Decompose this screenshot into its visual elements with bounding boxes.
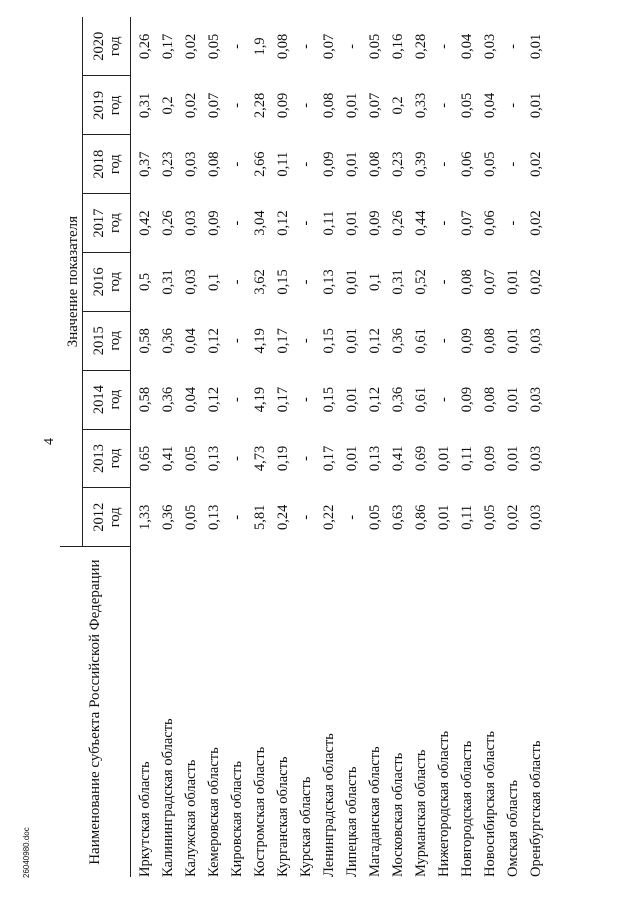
value-cell: 0,39 [413, 151, 429, 177]
value-cell: 0,13 [206, 445, 222, 472]
region-name: Липецкая область [344, 766, 360, 877]
value-cell: - [229, 102, 245, 108]
region-name: Кировская область [229, 760, 245, 877]
table-row [246, 17, 269, 877]
table-row [269, 17, 292, 877]
table-row [453, 17, 476, 877]
year-column-header [83, 135, 131, 194]
value-cell: - [229, 44, 245, 49]
rotated-table-container [60, 17, 575, 877]
table-row [338, 17, 361, 877]
value-cell: - [436, 44, 452, 49]
value-cell: 0,5 [137, 272, 153, 291]
value-cell: 4,73 [252, 445, 268, 472]
value-cell: 0,05 [367, 33, 383, 60]
region-name: Калужская область [183, 759, 199, 877]
document-footer-code: 26040980.doc [22, 827, 31, 878]
value-cell: 0,12 [367, 386, 383, 413]
value-cell: 0,07 [321, 33, 337, 60]
value-cell: 0,31 [160, 269, 176, 295]
value-cell: 0,33 [413, 92, 429, 119]
value-cell: 0,36 [160, 504, 176, 530]
region-name: Магаданская область [367, 746, 383, 877]
value-cell: 0,86 [413, 504, 429, 530]
value-cell: 0,01 [436, 504, 452, 530]
value-cell: 0,08 [459, 269, 475, 295]
value-cell: - [505, 102, 521, 108]
value-cell: 0,01 [344, 445, 360, 472]
value-cell: 0,36 [160, 386, 176, 413]
value-cell: 0,44 [413, 210, 429, 236]
region-name: Мурманская область [413, 749, 429, 877]
table-body [131, 17, 546, 877]
region-name: Костромская область [252, 746, 268, 877]
value-cell: 0,09 [206, 210, 222, 236]
value-cell: 0,01 [505, 269, 521, 295]
value-cell: 0,26 [137, 33, 153, 60]
value-cell: 0,01 [344, 210, 360, 236]
region-name: Оренбургская область [528, 740, 544, 877]
table-row [315, 17, 338, 877]
value-cell: 0,13 [367, 445, 383, 472]
value-cell: 0,28 [413, 33, 429, 60]
value-cell: 0,02 [183, 33, 199, 60]
year-column-header [83, 429, 131, 488]
value-cell: 0,08 [482, 328, 498, 354]
table-row [200, 17, 223, 877]
value-cell: 2,28 [252, 92, 268, 119]
value-cell: 0,07 [482, 269, 498, 295]
value-cell: 0,02 [528, 269, 544, 295]
value-cell: 0,69 [413, 445, 429, 472]
year-unit-label: год [106, 154, 123, 175]
table-row [292, 17, 315, 877]
value-cell: 0,06 [482, 210, 498, 236]
region-name: Омская область [505, 780, 521, 877]
region-column-header: Наименование субъекта Российской Федерации [60, 547, 131, 877]
year-unit-label: год [106, 507, 123, 528]
value-cell: 0,23 [390, 151, 406, 177]
value-cell: - [436, 161, 452, 167]
value-cell: - [505, 44, 521, 49]
year-label: 2019 [90, 90, 107, 120]
value-cell: 0,05 [367, 504, 383, 530]
value-cell: 0,11 [459, 504, 475, 530]
value-cell: - [436, 220, 452, 226]
value-cell: - [298, 514, 314, 520]
value-cell: 0,04 [459, 33, 475, 60]
value-cell: 0,15 [275, 269, 291, 295]
value-cell: 0,52 [413, 269, 429, 295]
value-cell: 0,03 [183, 269, 199, 295]
value-cell: - [344, 514, 360, 520]
value-cell: - [436, 102, 452, 108]
value-cell: 0,36 [390, 328, 406, 354]
value-cell: 1,9 [252, 37, 268, 56]
value-cell: 0,01 [528, 33, 544, 60]
value-cell: 0,41 [390, 445, 406, 472]
value-cell: 0,01 [344, 269, 360, 295]
value-cell: - [229, 514, 245, 520]
table-row [177, 17, 200, 877]
year-column-header [83, 488, 131, 547]
value-cell: 0,03 [528, 328, 544, 354]
value-cell: 0,01 [344, 386, 360, 413]
value-cell: - [298, 397, 314, 403]
value-cell: 0,02 [505, 504, 521, 530]
value-cell: 0,17 [321, 445, 337, 472]
value-cell: - [298, 44, 314, 49]
year-column-header [83, 194, 131, 253]
value-cell: 0,1 [206, 272, 222, 291]
indicator-group-header: Значение показателя [60, 17, 83, 547]
year-unit-label: год [106, 36, 123, 57]
value-cell: 0,01 [505, 386, 521, 413]
value-cell: 0,22 [321, 504, 337, 530]
value-cell: - [229, 338, 245, 344]
table-row [476, 17, 499, 877]
value-cell: 0,08 [321, 92, 337, 119]
value-cell: 0,03 [528, 504, 544, 530]
table-row [131, 17, 155, 877]
value-cell: - [298, 102, 314, 108]
value-cell: - [436, 279, 452, 285]
value-cell: 0,1 [367, 272, 383, 291]
value-cell: 0,09 [482, 445, 498, 472]
value-cell: 0,05 [183, 504, 199, 530]
year-unit-label: год [106, 272, 123, 292]
value-cell: - [229, 279, 245, 285]
value-cell: 0,07 [206, 92, 222, 119]
value-cell: - [436, 397, 452, 403]
year-column-header [83, 311, 131, 370]
value-cell: 4,19 [252, 386, 268, 413]
value-cell: 0,65 [137, 445, 153, 472]
value-cell: 3,04 [252, 210, 268, 236]
value-cell: 2,66 [252, 151, 268, 177]
table-row [430, 17, 453, 877]
value-cell: - [298, 456, 314, 461]
value-cell: - [298, 279, 314, 285]
value-cell: 0,26 [390, 210, 406, 236]
value-cell: 0,05 [482, 504, 498, 530]
year-unit-label: год [106, 95, 123, 116]
year-unit-label: год [106, 213, 123, 233]
table-row [361, 17, 384, 877]
value-cell: 0,07 [367, 92, 383, 119]
table-header [60, 17, 131, 877]
value-cell: - [298, 338, 314, 344]
value-cell: 0,03 [528, 445, 544, 472]
value-cell: 0,09 [367, 210, 383, 236]
region-name: Ленинградская область [321, 733, 337, 877]
year-column-header [83, 252, 131, 311]
value-cell: 0,12 [206, 328, 222, 354]
value-cell: 0,61 [413, 328, 429, 354]
value-cell: - [505, 220, 521, 226]
value-cell: 0,15 [321, 328, 337, 354]
value-cell: 0,07 [459, 210, 475, 236]
value-cell: 0,09 [459, 328, 475, 354]
value-cell: 0,58 [137, 386, 153, 413]
value-cell: 0,03 [183, 210, 199, 236]
year-label: 2013 [90, 443, 107, 473]
year-label: 2012 [90, 502, 107, 532]
value-cell: 0,01 [505, 328, 521, 354]
value-cell: 0,01 [344, 151, 360, 177]
value-cell: - [298, 161, 314, 167]
value-cell: 0,04 [183, 328, 199, 354]
value-cell: - [436, 338, 452, 344]
value-cell: 4,19 [252, 328, 268, 354]
value-cell: 0,13 [321, 269, 337, 295]
value-cell: - [229, 161, 245, 167]
value-cell: 0,09 [275, 92, 291, 119]
value-cell: 0,63 [390, 504, 406, 530]
value-cell: 0,41 [160, 445, 176, 472]
value-cell: 0,02 [528, 151, 544, 177]
value-cell: - [229, 220, 245, 226]
year-unit-label: год [106, 330, 123, 351]
value-cell: 0,01 [344, 92, 360, 119]
table-row [522, 17, 545, 877]
value-cell: 0,36 [160, 328, 176, 354]
value-cell: 0,05 [482, 151, 498, 177]
value-cell: 0,24 [275, 504, 291, 530]
value-cell: - [298, 220, 314, 226]
value-cell: 0,05 [206, 33, 222, 60]
value-cell: 0,17 [275, 386, 291, 413]
value-cell: 0,37 [137, 151, 153, 177]
value-cell: 0,61 [413, 386, 429, 413]
region-name: Кемеровская область [206, 747, 222, 877]
region-name: Новосибирская область [482, 731, 498, 877]
year-label: 2016 [90, 267, 107, 297]
indicator-table [60, 17, 545, 877]
region-name: Нижегородская область [436, 730, 452, 877]
table-row [154, 17, 177, 877]
value-cell: 0,23 [160, 151, 176, 177]
value-cell: 0,08 [367, 151, 383, 177]
value-cell: 0,15 [321, 386, 337, 413]
year-label: 2017 [90, 208, 107, 238]
region-name: Курская область [298, 776, 314, 877]
table-row [384, 17, 407, 877]
value-cell: 0,13 [206, 504, 222, 530]
year-column-header [83, 17, 131, 76]
value-cell: 0,02 [183, 92, 199, 119]
year-label: 2020 [90, 31, 107, 61]
table-row [499, 17, 522, 877]
value-cell: 0,16 [390, 33, 406, 60]
value-cell: 0,03 [482, 33, 498, 60]
value-cell: 5,81 [252, 504, 268, 530]
value-cell: 0,01 [436, 445, 452, 472]
value-cell: 1,33 [137, 504, 153, 530]
region-name: Калининградская область [160, 718, 176, 877]
value-cell: 0,08 [206, 151, 222, 177]
value-cell: 0,12 [367, 328, 383, 354]
year-label: 2018 [90, 149, 107, 179]
value-cell: 0,17 [275, 328, 291, 354]
value-cell: 0,12 [206, 386, 222, 413]
value-cell: 0,11 [275, 151, 291, 177]
table-row [407, 17, 430, 877]
region-name: Иркутская область [137, 761, 153, 877]
value-cell: 0,01 [505, 445, 521, 472]
value-cell: 0,11 [321, 210, 337, 236]
region-name: Курганская область [275, 756, 291, 877]
value-cell: 0,09 [321, 151, 337, 177]
table-row [223, 17, 246, 877]
value-cell: 0,04 [482, 92, 498, 119]
value-cell: 0,17 [160, 33, 176, 60]
year-unit-label: год [106, 389, 123, 410]
region-name: Московская область [390, 752, 406, 877]
year-column-header [83, 370, 131, 429]
year-unit-label: год [106, 448, 123, 469]
page-number: 4 [42, 438, 57, 445]
value-cell: - [344, 44, 360, 49]
value-cell: 0,05 [459, 92, 475, 119]
value-cell: 0,02 [528, 210, 544, 236]
year-label: 2014 [90, 385, 107, 415]
year-column-header [83, 76, 131, 135]
region-name: Новгородская область [459, 740, 475, 877]
value-cell: 0,11 [459, 446, 475, 471]
value-cell: - [505, 161, 521, 167]
value-cell: - [229, 397, 245, 403]
value-cell: 0,36 [390, 386, 406, 413]
value-cell: 0,31 [137, 92, 153, 119]
value-cell: 0,26 [160, 210, 176, 236]
value-cell: 0,31 [390, 269, 406, 295]
value-cell: 0,08 [275, 33, 291, 60]
value-cell: 3,62 [252, 269, 268, 295]
year-label: 2015 [90, 326, 107, 356]
value-cell: 0,58 [137, 328, 153, 354]
value-cell: 0,09 [459, 386, 475, 413]
value-cell: 0,01 [344, 328, 360, 354]
value-cell: 0,03 [528, 386, 544, 413]
value-cell: 0,06 [459, 151, 475, 177]
value-cell: 0,04 [183, 386, 199, 413]
value-cell: 0,01 [528, 92, 544, 119]
value-cell: - [229, 456, 245, 461]
value-cell: 0,2 [390, 96, 406, 115]
value-cell: 0,42 [137, 210, 153, 236]
value-cell: 0,19 [275, 445, 291, 472]
value-cell: 0,12 [275, 210, 291, 236]
value-cell: 0,08 [482, 386, 498, 413]
value-cell: 0,03 [183, 151, 199, 177]
value-cell: 0,05 [183, 445, 199, 472]
value-cell: 0,2 [160, 96, 176, 115]
